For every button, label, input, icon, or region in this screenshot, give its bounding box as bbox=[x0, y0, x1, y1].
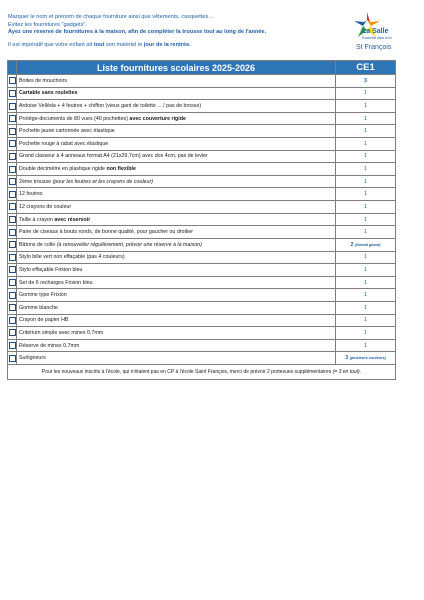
checkbox[interactable] bbox=[9, 128, 16, 135]
item-text: 12 crayons de couleur bbox=[19, 203, 72, 210]
item-quantity bbox=[336, 276, 396, 289]
table-header bbox=[8, 61, 396, 75]
item-quantity bbox=[336, 339, 396, 352]
item-quantity bbox=[336, 314, 396, 327]
item-text: Crayon de papier HB bbox=[19, 317, 69, 324]
quantity-value: 1 bbox=[364, 317, 367, 324]
table-row bbox=[8, 251, 396, 264]
intro-line-4b: tout bbox=[93, 41, 105, 48]
item-quantity bbox=[336, 75, 396, 88]
table-row bbox=[8, 213, 396, 226]
quantity-value: 1 bbox=[364, 279, 367, 286]
item-label bbox=[17, 125, 336, 138]
item-label bbox=[17, 251, 336, 264]
footer-note-row bbox=[8, 365, 396, 380]
item-label bbox=[17, 75, 336, 88]
quantity-value: 1 bbox=[364, 166, 367, 173]
checkbox[interactable] bbox=[9, 115, 16, 122]
item-text: Stylo bille vert non effaçable (pas 4 couleurs) bbox=[19, 254, 125, 261]
item-quantity bbox=[336, 301, 396, 314]
item-quantity bbox=[336, 188, 396, 201]
item-label bbox=[17, 352, 336, 365]
checkbox[interactable] bbox=[9, 254, 16, 261]
checkbox[interactable] bbox=[9, 166, 16, 173]
item-label bbox=[17, 226, 336, 239]
quantity-note: (format géant) bbox=[354, 242, 381, 247]
item-label bbox=[17, 175, 336, 188]
item-text: Ardoise Velléda + 4 feutres + chiffon (vieux gant de toilette ... / pas de brosse) bbox=[19, 103, 202, 110]
item-text: Critérium simple avec mines 0,7mm bbox=[19, 329, 104, 336]
quantity-note: (plusieurs couleurs) bbox=[349, 356, 386, 361]
item-text: Gomme blanche bbox=[19, 304, 58, 311]
item-label bbox=[17, 314, 336, 327]
school-name: St François bbox=[356, 44, 392, 51]
item-quantity bbox=[336, 100, 396, 113]
checkbox[interactable] bbox=[9, 329, 16, 336]
table-row bbox=[8, 264, 396, 277]
item-label bbox=[17, 339, 336, 352]
checkbox[interactable] bbox=[9, 266, 16, 273]
table-row bbox=[8, 339, 396, 352]
intro-line-3-text: Ayez une réserve de fournitures à la maison, afin de compléter la trousse tout au long de l'année. bbox=[8, 29, 267, 36]
item-quantity bbox=[336, 112, 396, 125]
item-label bbox=[17, 138, 336, 151]
checkbox[interactable] bbox=[9, 178, 16, 185]
checkbox[interactable] bbox=[9, 292, 16, 299]
intro-line-2: Evitez les fournitures "gadgets". bbox=[8, 21, 87, 28]
footer-text: Pour les nouveaux inscrits à l'école, qui n'étaient pas en CP à l'école Saint François, merci de prévoir 2 portevues supplémentaires bbox=[41, 369, 333, 376]
quantity-value: 3 bbox=[364, 77, 367, 84]
item-emphasis: avec couverture rigide bbox=[129, 115, 186, 122]
item-text: Réserve de mines 0,7mm bbox=[19, 342, 80, 349]
item-label bbox=[17, 327, 336, 340]
quantity-value: 1 bbox=[364, 216, 367, 223]
quantity-value: 1 bbox=[364, 153, 367, 160]
table-row bbox=[8, 163, 396, 176]
item-emphasis: avec réservoir bbox=[54, 216, 91, 223]
item-label bbox=[17, 238, 336, 251]
table-row bbox=[8, 276, 396, 289]
item-label bbox=[17, 289, 336, 302]
checkbox[interactable] bbox=[9, 77, 16, 84]
checkbox[interactable] bbox=[9, 203, 16, 210]
quantity-value: 2 bbox=[350, 241, 354, 248]
quantity-value: 1 bbox=[364, 103, 367, 110]
item-text: Surligneurs bbox=[19, 355, 46, 362]
item-label bbox=[17, 301, 336, 314]
checkbox[interactable] bbox=[9, 241, 16, 248]
table-row bbox=[8, 238, 396, 251]
intro-notes bbox=[8, 14, 308, 49]
table-row bbox=[8, 188, 396, 201]
checkbox[interactable] bbox=[9, 279, 16, 286]
item-quantity bbox=[336, 213, 396, 226]
item-text: Double décimètre en plastique rigide bbox=[19, 166, 107, 173]
item-label bbox=[17, 150, 336, 163]
checkbox[interactable] bbox=[9, 153, 16, 160]
item-quantity bbox=[336, 327, 396, 340]
item-text: 12 feutres bbox=[19, 191, 43, 198]
item-text: Protège-documents de 80 vues (40 pochettes) bbox=[19, 115, 130, 122]
table-row bbox=[8, 112, 396, 125]
quantity-value: 1 bbox=[364, 304, 367, 311]
item-label bbox=[17, 264, 336, 277]
table-row bbox=[8, 138, 396, 151]
item-emphasis: Cartable sans roulettes bbox=[19, 90, 78, 97]
intro-line-1: Marquer le nom et prénom de chaque fourniture ainsi que vêtements, casquettes… bbox=[8, 14, 214, 20]
item-note: (à renouveller régulièrement, prévoir une réserve à la maison) bbox=[56, 241, 202, 248]
item-label bbox=[17, 163, 336, 176]
item-text: Set de 6 recharges Frixion bleu bbox=[19, 279, 93, 286]
item-quantity bbox=[336, 226, 396, 239]
footer-note bbox=[8, 365, 396, 380]
table-row bbox=[8, 175, 396, 188]
quantity-value: 1 bbox=[364, 178, 367, 185]
checkbox[interactable] bbox=[9, 342, 16, 349]
item-emphasis: non flexible bbox=[106, 166, 136, 173]
logo-name: La Salle bbox=[362, 28, 389, 35]
item-quantity bbox=[336, 138, 396, 151]
item-quantity bbox=[336, 163, 396, 176]
item-text: Paire de ciseaux à bouts ronds, de bonne qualité, pour gaucher ou droitier bbox=[19, 229, 194, 236]
intro-line-3 bbox=[8, 29, 308, 37]
table-row bbox=[8, 87, 396, 100]
item-quantity bbox=[336, 175, 396, 188]
checkbox[interactable] bbox=[9, 355, 16, 362]
quantity-value: 1 bbox=[364, 90, 367, 97]
item-quantity bbox=[336, 238, 396, 251]
item-quantity bbox=[336, 352, 396, 365]
checkbox[interactable] bbox=[9, 229, 16, 236]
item-quantity bbox=[336, 87, 396, 100]
logo-tagline: Ensemble dans la foi bbox=[362, 36, 392, 40]
checkbox[interactable] bbox=[9, 191, 16, 198]
item-quantity bbox=[336, 201, 396, 214]
quantity-value: 1 bbox=[364, 203, 367, 210]
item-quantity bbox=[336, 251, 396, 264]
table-row bbox=[8, 201, 396, 214]
item-text: Taille à crayon bbox=[19, 216, 55, 223]
item-label bbox=[17, 201, 336, 214]
item-note: (pour les feutres et les crayons de couleur) bbox=[52, 178, 153, 185]
quantity-value: 1 bbox=[364, 128, 367, 135]
checkbox[interactable] bbox=[9, 304, 16, 311]
table-row bbox=[8, 314, 396, 327]
quantity-value: 1 bbox=[364, 292, 367, 299]
list-title: Liste fournitures scolaires 2025-2026 bbox=[17, 61, 336, 75]
item-quantity bbox=[336, 125, 396, 138]
table-row bbox=[8, 327, 396, 340]
checkbox[interactable] bbox=[9, 140, 16, 147]
item-text: Bâtons de colle bbox=[19, 241, 57, 248]
table-row bbox=[8, 75, 396, 88]
quantity-value: 1 bbox=[364, 329, 367, 336]
item-label bbox=[17, 100, 336, 113]
item-text: Stylo effaçable Frixion bleu bbox=[19, 266, 83, 273]
intro-line-4a: Il est impératif que votre enfant ait bbox=[8, 41, 94, 48]
table-row bbox=[8, 150, 396, 163]
table-row bbox=[8, 301, 396, 314]
intro-line-4c: son matériel le bbox=[104, 41, 144, 48]
item-quantity bbox=[336, 150, 396, 163]
quantity-value: 1 bbox=[364, 229, 367, 236]
quantity-value: 1 bbox=[364, 342, 367, 349]
item-text: Pochette jaune cartonnée avec élastique bbox=[19, 128, 115, 135]
table-row bbox=[8, 100, 396, 113]
table-row bbox=[8, 125, 396, 138]
quantity-value: 1 bbox=[364, 266, 367, 273]
table-row bbox=[8, 289, 396, 302]
item-label bbox=[17, 188, 336, 201]
checkbox[interactable] bbox=[9, 90, 16, 97]
item-text: Grand classeur à 4 anneaux format A4 (21x29,7cm) avec dos 4cm, pas de levier bbox=[19, 153, 208, 160]
item-label bbox=[17, 87, 336, 100]
item-label bbox=[17, 213, 336, 226]
item-quantity bbox=[336, 289, 396, 302]
checkbox[interactable] bbox=[9, 103, 16, 110]
footer-emphasis: (= 3 en tout). bbox=[332, 369, 362, 376]
item-text: 2ème trousse bbox=[19, 178, 53, 185]
item-text: Pochette rouge à rabat avec élastique bbox=[19, 140, 109, 147]
class-label: CE1 bbox=[336, 61, 396, 75]
checkbox[interactable] bbox=[9, 317, 16, 324]
table-row bbox=[8, 226, 396, 239]
item-label bbox=[17, 112, 336, 125]
table-row bbox=[8, 352, 396, 365]
quantity-value: 1 bbox=[364, 115, 367, 122]
intro-line-4d: jour de la rentrée. bbox=[143, 41, 191, 48]
item-label bbox=[17, 276, 336, 289]
quantity-value: 1 bbox=[364, 140, 367, 147]
quantity-value: 1 bbox=[364, 254, 367, 261]
quantity-value: 3 bbox=[345, 355, 349, 362]
intro-line-4 bbox=[8, 42, 308, 50]
supplies-table bbox=[7, 60, 396, 380]
item-quantity bbox=[336, 264, 396, 277]
item-text: Gomme type Frixion bbox=[19, 292, 67, 299]
quantity-value: 1 bbox=[364, 191, 367, 198]
checkbox[interactable] bbox=[9, 216, 16, 223]
item-text: Boites de mouchoirs bbox=[19, 77, 67, 84]
